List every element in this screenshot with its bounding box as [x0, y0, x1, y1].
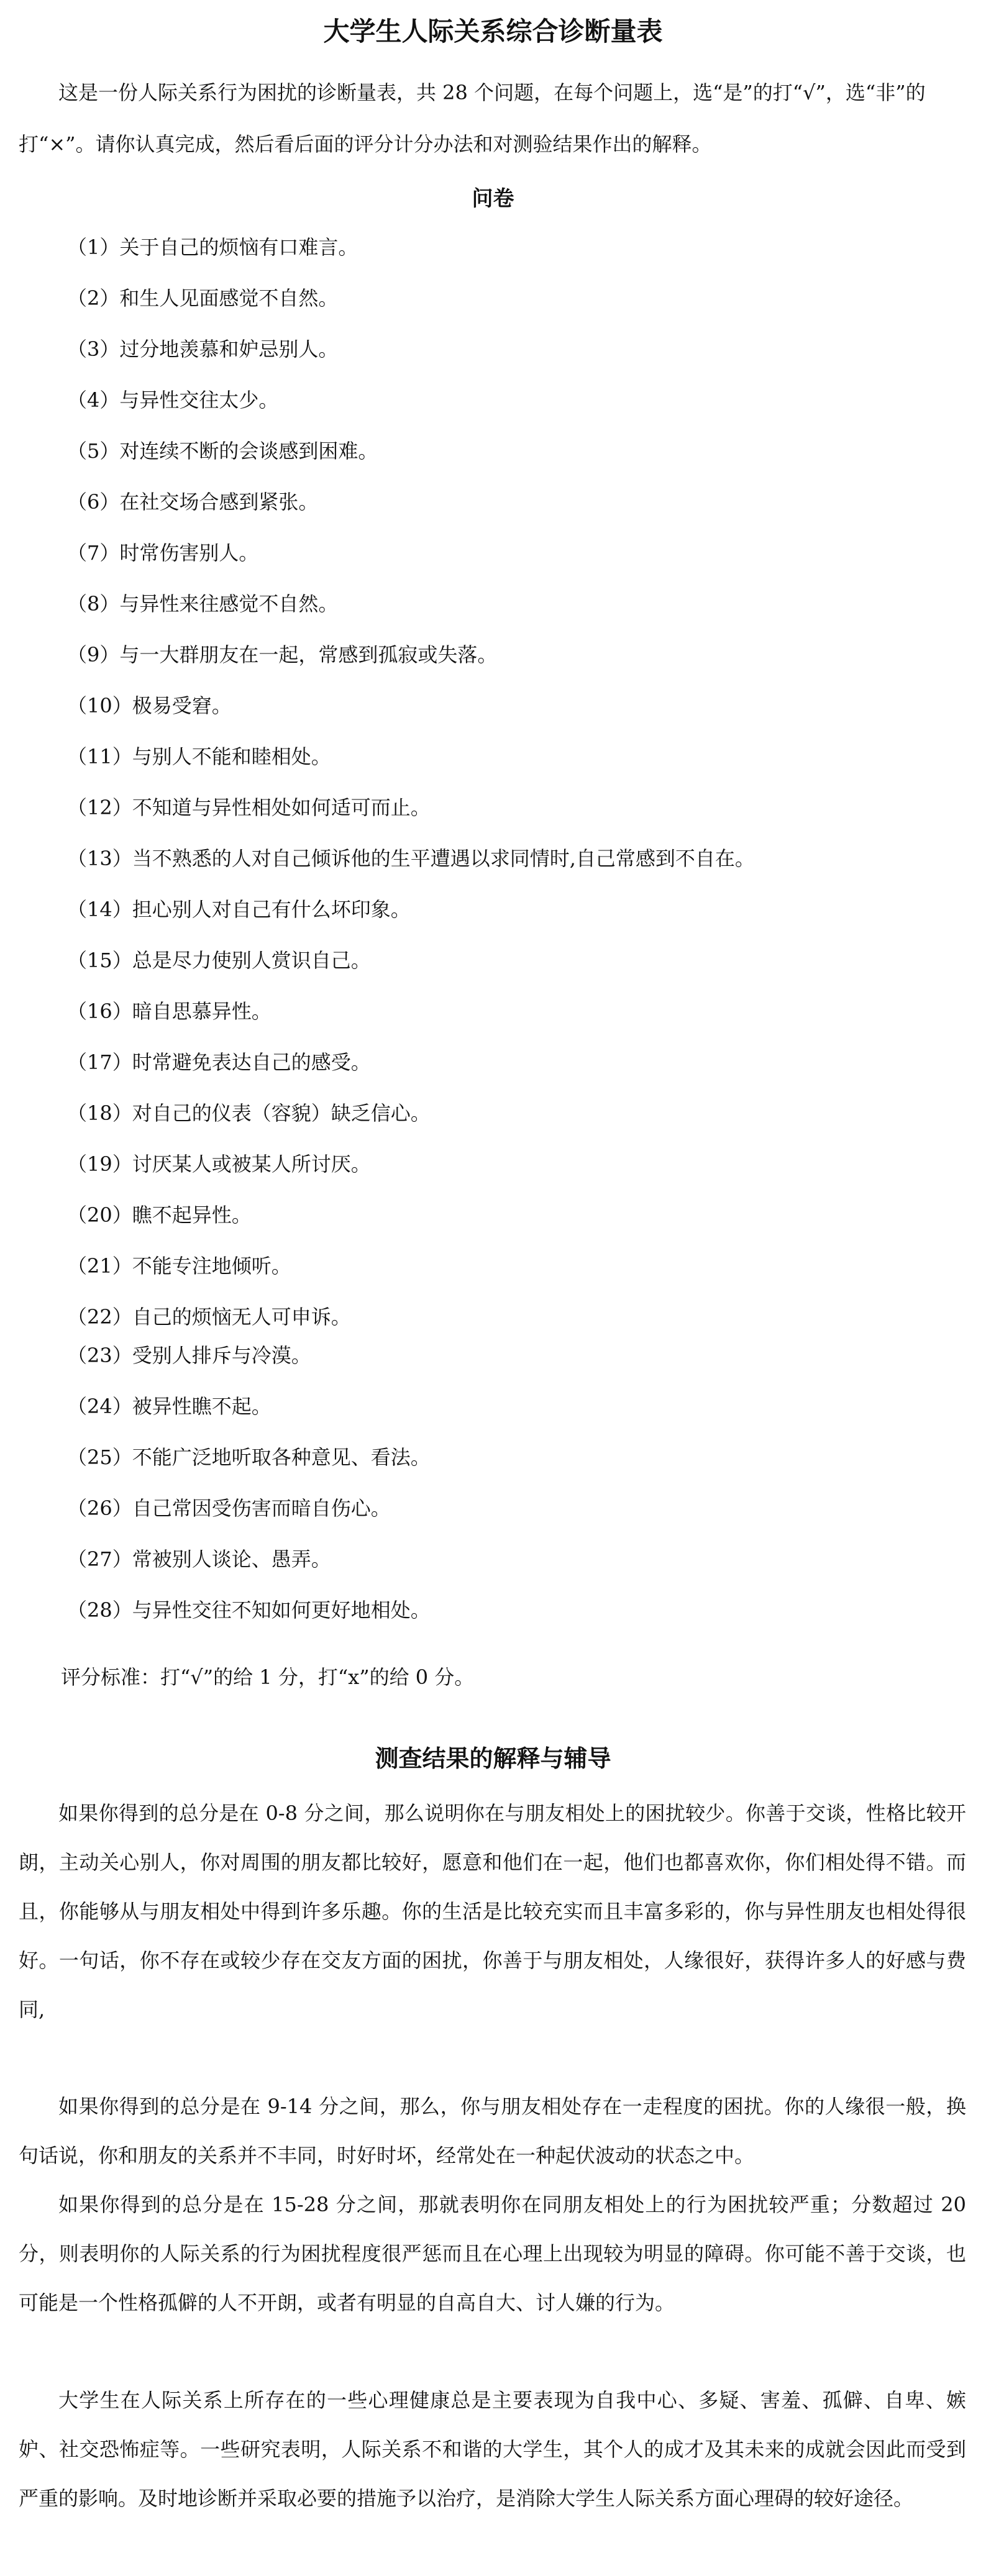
question-item: （5）对连续不断的会谈感到困难。	[67, 439, 378, 463]
question-item: （6）在社交场合感到紧张。	[67, 490, 319, 514]
results-heading: 测查结果的解释与辅导	[375, 1745, 611, 1772]
question-item: （22）自己的烦恼无人可申诉。	[67, 1305, 351, 1329]
question-item: （3）过分地羡慕和妒忌别人。	[67, 337, 339, 361]
question-item: （24）被异性瞧不起。	[67, 1395, 272, 1418]
question-item: （13）当不熟悉的人对自己倾诉他的生平遭遇以求同情时,自己常感到不自在。	[67, 847, 755, 870]
scoring-criteria: 评分标准：打“√”的给 1 分，打“x”的给 0 分。	[61, 1665, 475, 1689]
question-item: （1）关于自己的烦恼有口难言。	[67, 235, 358, 259]
guidance-paragraph: 大学生在人际关系上所存在的一些心理健康总是主要表现为自我中心、多疑、害羞、孤僻、自卑、嫉妒、社交恐怖症等。一些研究表明，人际关系不和谐的大学生，其个人的成才及其未来的成就会因此而受到严重的影响。及时地诊断并采取必要的措施予以治疗，是消除大学生人际关系方面心理碍的较好途径。	[19, 2388, 966, 2510]
question-item: （10）极易受窘。	[67, 694, 232, 717]
question-item: （28）与异性交往不知如何更好地相处。	[67, 1598, 431, 1622]
question-item: （2）和生人见面感觉不自然。	[67, 286, 339, 310]
question-item: （20）瞧不起异性。	[67, 1203, 252, 1227]
question-item: （12）不知道与异性相处如何适可而止。	[67, 796, 431, 819]
question-item: （16）暗自思慕异性。	[67, 999, 272, 1023]
question-item: （14）担心别人对自己有什么坏印象。	[67, 898, 411, 921]
result-paragraph-high: 如果你得到的总分是在 15-28 分之间，那就表明你在同朋友相处上的行为困扰较严重；分数超过 20 分，则表明你的人际关系的行为困扰程度很严惩而且在心理上出现较为明显的障碍。你可能不善于交谈，也可能是一个性格孤僻的人不开朗，或者有明显的自高自大、讨人嫌的行为。	[19, 2193, 966, 2314]
question-item: （25）不能广泛地听取各种意见、看法。	[67, 1445, 431, 1469]
question-item: （18）对自己的仪表（容貌）缺乏信心。	[67, 1101, 431, 1125]
question-item: （21）不能专注地倾听。	[67, 1254, 291, 1278]
question-item: （19）讨厌某人或被某人所讨厌。	[67, 1152, 371, 1176]
question-item: （15）总是尽力使别人赏识自己。	[67, 949, 371, 972]
document-title: 大学生人际关系综合诊断量表	[323, 16, 663, 47]
question-item: （11）与别人不能和睦相处。	[67, 745, 331, 768]
questionnaire-heading: 问卷	[472, 186, 514, 211]
question-item: （9）与一大群朋友在一起，常感到孤寂或失落。	[67, 643, 498, 667]
question-item: （27）常被别人谈论、愚弄。	[67, 1547, 331, 1571]
question-item: （17）时常避免表达自己的感受。	[67, 1050, 371, 1074]
result-paragraph-low: 如果你得到的总分是在 0-8 分之间，那么说明你在与朋友相处上的困扰较少。你善于交谈，性格比较开朗，主动关心别人，你对周围的朋友都比较好，愿意和他们在一起，他们也都喜欢你，你们相处得不错。而且，你能够从与朋友相处中得到许多乐趣。你的生活是比较充实而且丰富多彩的，你与异性朋友也相处得很好。一句话，你不存在或较少存在交友方面的困扰，你善于与朋友相处，人缘很好，获得许多人的好感与费同,	[19, 1801, 966, 2021]
question-item: （23）受别人排斥与冷漠。	[67, 1344, 311, 1367]
result-paragraph-medium: 如果你得到的总分是在 9-14 分之间，那么，你与朋友相处存在一走程度的困扰。你的人缘很一般，换句话说，你和朋友的关系并不丰同，时好时坏，经常处在一种起伏波动的状态之中。	[19, 2095, 966, 2167]
question-item: （8）与异性来往感觉不自然。	[67, 592, 339, 616]
question-item: （7）时常伤害别人。	[67, 541, 259, 565]
question-item: （4）与异性交往太少。	[67, 388, 279, 412]
intro-paragraph: 这是一份人际关系行为困扰的诊断量表，共 28 个问题，在每个问题上，选“是”的打“√”，选“非”的打“×”。请你认真完成，然后看后面的评分计分办法和对测验结果作出的解释。	[19, 81, 926, 156]
question-item: （26）自己常因受伤害而暗自伤心。	[67, 1496, 391, 1520]
